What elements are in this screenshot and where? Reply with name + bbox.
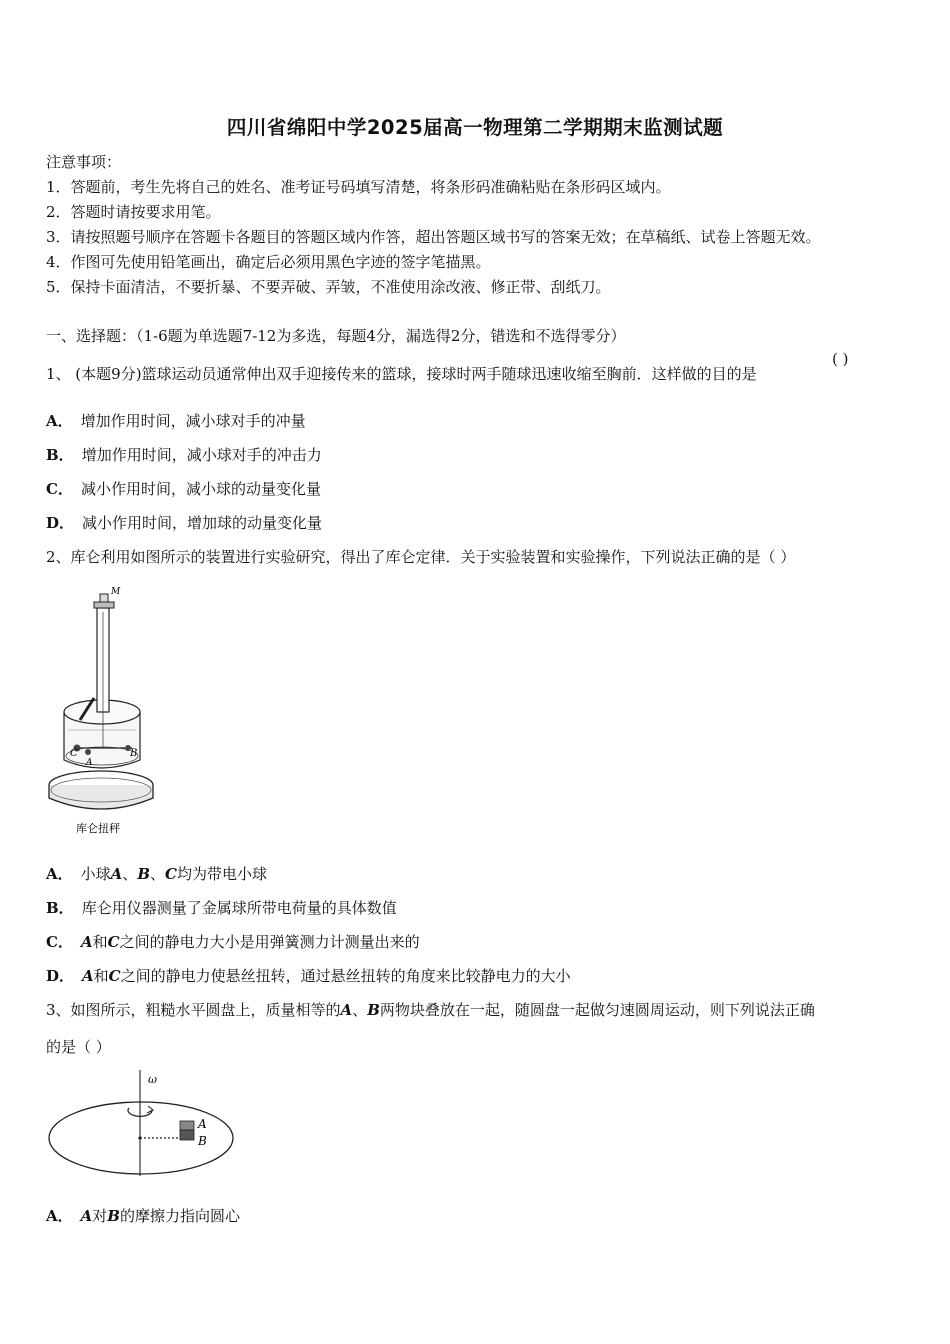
q3-stem bbox=[46, 1000, 815, 1020]
option-key: B． bbox=[46, 446, 74, 464]
var-c: C bbox=[107, 933, 120, 951]
notice-item-4: 4．作图可先使用铅笔画出，确定后必须用黑色字迹的签字笔描黑。 bbox=[46, 253, 491, 271]
option-key: A． bbox=[46, 412, 73, 430]
label-b: B bbox=[198, 1134, 207, 1148]
label-omega: ω bbox=[148, 1073, 157, 1086]
rotating-disk-figure bbox=[44, 1066, 244, 1182]
q3-stem-line2: 的是（ ） bbox=[46, 1038, 111, 1056]
notice-item-3: 3．请按照题号顺序在答题卡各题目的答题区域内作答，超出答题区域书写的答案无效；在草稿纸、试卷上答题无效。 bbox=[46, 228, 821, 246]
q3-option-a bbox=[46, 1206, 240, 1226]
option-key: C． bbox=[46, 933, 73, 951]
var-c: C bbox=[165, 865, 177, 883]
option-text: 减小作用时间，减小球的动量变化量 bbox=[80, 480, 321, 498]
section-heading: 一、选择题：（1-6题为单选题7-12为多选，每题4分，漏选得2分，错选和不选得零分） bbox=[46, 327, 626, 345]
option-text: 库仑用仪器测量了金属球所带电荷量的具体数值 bbox=[81, 899, 397, 917]
option-text: 之间的静电力使悬丝扭转，通过悬丝扭转的角度来比较静电力的大小 bbox=[120, 967, 571, 985]
var-b: B bbox=[367, 1001, 380, 1019]
stem-text: 3、如图所示，粗糙水平圆盘上，质量相等的 bbox=[46, 1001, 341, 1019]
var-a: A bbox=[82, 967, 94, 985]
var-b: B bbox=[137, 865, 150, 883]
notice-item-2: 2．答题时请按要求用笔。 bbox=[46, 203, 221, 221]
var-a: A bbox=[80, 933, 93, 951]
option-text: 减小作用时间，增加球的动量变化量 bbox=[82, 514, 323, 532]
figure-caption: 库仑扭秤 bbox=[76, 822, 120, 835]
option-text: 增加作用时间，减小球对手的冲击力 bbox=[81, 446, 322, 464]
q2-option-d bbox=[46, 966, 571, 986]
var-c: C bbox=[108, 967, 121, 985]
sep: 、 bbox=[150, 865, 166, 883]
q2-option-c bbox=[46, 932, 420, 952]
sep: 对 bbox=[92, 1207, 108, 1225]
sep: 和 bbox=[92, 933, 108, 951]
option-text: 小球 bbox=[80, 865, 111, 883]
label-a: A bbox=[86, 758, 93, 768]
q1-option-a bbox=[46, 411, 306, 431]
var-a: A bbox=[340, 1001, 353, 1019]
sep: 、 bbox=[122, 865, 138, 883]
option-text: 均为带电小球 bbox=[176, 865, 267, 883]
stem-text: 两物块叠放在一起，随圆盘一起做匀速圆周运动，则下列说法正确 bbox=[379, 1001, 815, 1019]
option-key: A． bbox=[46, 865, 73, 883]
q2-option-a bbox=[46, 864, 267, 884]
option-text: 的摩擦力指向圆心 bbox=[119, 1207, 240, 1225]
var-a: A bbox=[80, 1207, 93, 1225]
option-text: 之间的静电力大小是用弹簧测力计测量出来的 bbox=[119, 933, 420, 951]
label-m: M bbox=[111, 587, 121, 597]
coulomb-torsion-balance-figure bbox=[44, 580, 174, 842]
option-key: B． bbox=[46, 899, 74, 917]
notice-item-1: 1．答题前，考生先将自己的姓名、准考证号码填写清楚，将条形码准确粘贴在条形码区域内。 bbox=[46, 178, 671, 196]
notice-heading: 注意事项： bbox=[46, 153, 122, 171]
option-key: A． bbox=[46, 1207, 73, 1225]
option-key: C． bbox=[46, 480, 73, 498]
q1-option-c bbox=[46, 479, 321, 499]
var-a: A bbox=[110, 865, 123, 883]
option-text: 增加作用时间，减小球对手的冲量 bbox=[80, 412, 306, 430]
q1-answer-paren: ( ) bbox=[832, 350, 849, 368]
q2-option-b bbox=[46, 898, 397, 918]
option-key: D． bbox=[46, 967, 75, 985]
q1-option-d bbox=[46, 513, 322, 533]
label-a: A bbox=[198, 1117, 207, 1131]
sep: 、 bbox=[352, 1001, 368, 1019]
sep: 和 bbox=[93, 967, 109, 985]
label-b: B bbox=[130, 748, 138, 759]
option-key: D． bbox=[46, 514, 75, 532]
q2-stem: 2、库仑利用如图所示的装置进行实验研究，得出了库仑定律．关于实验装置和实验操作，下列说法正确的是（ ） bbox=[46, 548, 796, 566]
q1-stem: 1、 (本题9分)篮球运动员通常伸出双手迎接传来的篮球，接球时两手随球迅速收缩至胸前．这样做的目的是 bbox=[46, 365, 757, 383]
page-title: 四川省绵阳中学2025届高一物理第二学期期末监测试题 bbox=[226, 116, 724, 139]
label-c: C bbox=[70, 748, 78, 759]
q1-option-b bbox=[46, 445, 322, 465]
notice-item-5: 5．保持卡面清洁，不要折暴、不要弄破、弄皱，不准使用涂改液、修正带、刮纸刀。 bbox=[46, 278, 611, 296]
var-b: B bbox=[107, 1207, 120, 1225]
